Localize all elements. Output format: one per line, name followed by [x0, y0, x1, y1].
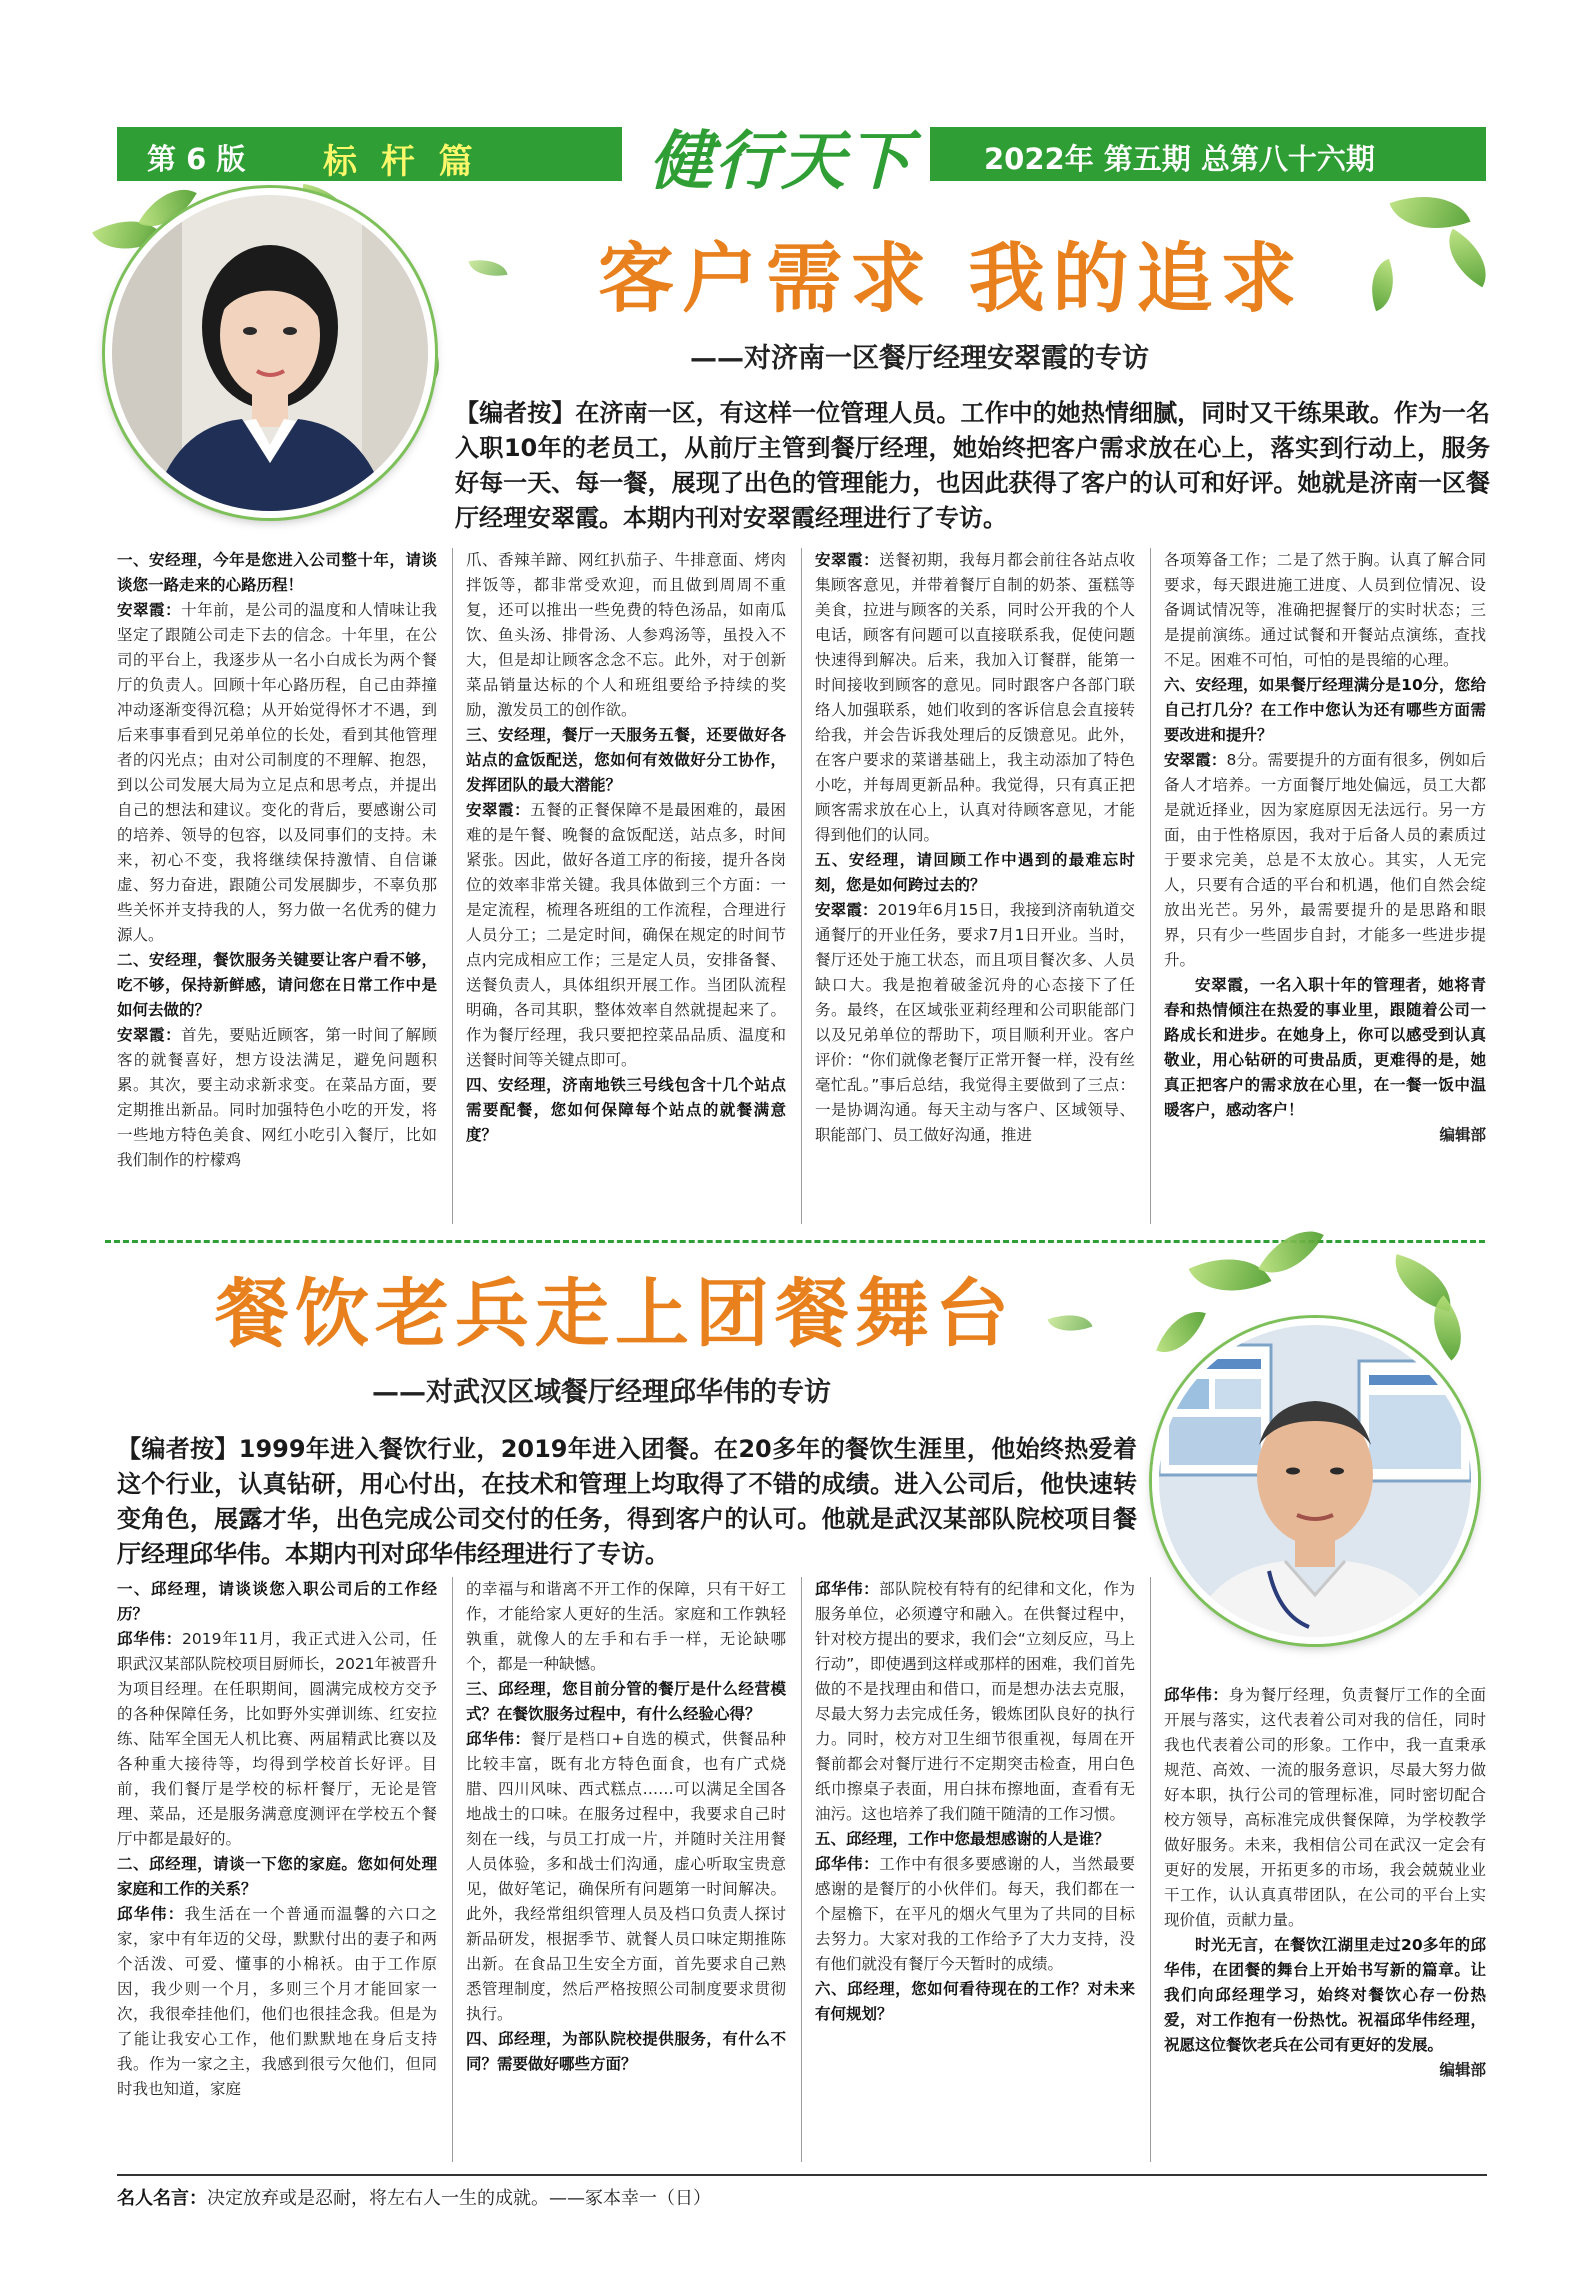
column-divider	[801, 1577, 802, 2162]
answer-text: 十年前，是公司的温度和人情味让我坚定了跟随公司走下去的信念。十年里，在公司的平台上，我逐步从一名小白成长为两个餐厅的负责人。回顾十年心路历程，自己由莽撞冲动逐渐变得沉稳；从开始觉得怀才不遇，到后来事事看到兄弟单位的长处，看到其他管理者的闪光点；由对公司制度的不理解、抱怨，到以公司发展大局为立足点和思考点，并提出自己的想法和建议。变化的背后，要感谢公司的培养、领导的包容，以及同事们的支持。未来，初心不变，我将继续保持激情、自信谦虚、努力奋进，跟随公司发展脚步，不辜负那些关怀并支持我的人，努力做一名优秀的健力源人。	[117, 601, 437, 944]
edition-label: 第 6 版	[147, 142, 246, 176]
interview-answer	[117, 1627, 437, 1852]
leaf-decoration	[1047, 1306, 1092, 1340]
footer-quote	[117, 2184, 711, 2210]
speaker-label: 安翠霞：	[815, 901, 878, 919]
closing-paragraph: 时光无言，在餐饮江湖里走过20多年的邱华伟，在团餐的舞台上开始书写新的篇章。让我们向邱经理学习，始终对餐饮心存一份热爱，对工作抱有一份热忱。祝福邱华伟经理，祝愿这位餐饮老兵在公司有更好的发展。	[1164, 1936, 1486, 2054]
answer-text: 我生活在一个普通而温馨的六口之家，家中有年迈的父母，默默付出的妻子和两个活泼、可爱、懂事的小棉袄。由于工作原因，我少则一个月，多则三个月才能回家一次，我很牵挂他们，他们也很挂念我。但是为了能让我安心工作，他们默默地在身后支持我。作为一家之主，我感到很亏欠他们，但同时我也知道，家庭	[117, 1905, 437, 2098]
speaker-label: 邱华伟：	[815, 1855, 880, 1873]
speaker-label: 安翠霞：	[117, 601, 182, 619]
speaker-label: 邱华伟：	[815, 1580, 880, 1598]
interview-answer	[815, 898, 1135, 1148]
column-divider	[801, 548, 802, 1224]
portrait-an-cuixia	[105, 188, 435, 518]
article2-column-2	[466, 1577, 786, 2167]
answer-text: 送餐初期，我每月都会前往各站点收集顾客意见，并带着餐厅自制的奶茶、蛋糕等美食，拉进与顾客的关系，同时公开我的个人电话，顾客有问题可以直接联系我，促使问题快速得到解决。后来，我加入订餐群，能第一时间接收到顾客的意见。同时跟客户各部门联络人加强联系，她们收到的客诉信息会直接转给我，并会告诉我处理后的反馈意见。此外，在客户要求的菜谱基础上，我主动添加了特色小吃，并每周更新品种。我觉得，只有真正把顾客需求放在心上，认真对待顾客意见，才能得到他们的认同。	[815, 551, 1135, 844]
continued-paragraph: 各项筹备工作；二是了然于胸。认真了解合同要求，每天跟进施工进度、人员到位情况、设备调试情况等，准确把握餐厅的实时状态；三是提前演练。通过试餐和开餐站点演练，查找不足。困难不可怕，可怕的是畏缩的心理。	[1164, 551, 1486, 669]
interview-answer	[815, 548, 1135, 848]
article1-column-4	[1164, 548, 1486, 1228]
article2-column-4	[1164, 1683, 1486, 2167]
header-left-band	[117, 127, 622, 181]
interview-question: 一、安经理，今年是您进入公司整十年，请谈谈您一路走来的心路历程！	[117, 551, 437, 594]
interview-question: 五、安经理，请回顾工作中遇到的最难忘时刻，您是如何跨过去的？	[815, 851, 1135, 894]
speaker-label: 安翠霞：	[1164, 751, 1227, 769]
masthead-title: 健行天下	[649, 124, 913, 199]
issue-label: 2022年 第五期 总第八十六期	[930, 127, 1486, 181]
interview-answer	[1164, 748, 1486, 973]
article1-column-2	[466, 548, 786, 1228]
leaf-decoration	[469, 255, 508, 281]
leaf-decoration	[1156, 1302, 1206, 1362]
speaker-label: 邱华伟：	[117, 1630, 183, 1648]
article2-title: 餐饮老兵走上团餐舞台	[215, 1271, 1015, 1357]
answer-text: 部队院校有特有的纪律和文化，作为服务单位，必须遵守和融入。在供餐过程中，针对校方提出的要求，我们会“立刻反应，马上行动”，即使遇到这样或那样的困难，我们首先做的不是找理由和借口，而是想办法去克服，尽最大努力去完成任务，锻炼团队良好的执行力。同时，校方对卫生细节很重视，每周在开餐前都会对餐厅进行不定期突击检查，用白色纸巾擦桌子表面，用白抹布擦地面，查看有无油污。这也培养了我们随干随清的工作习惯。	[815, 1580, 1135, 1823]
answer-text: 2019年6月15日，我接到济南轨道交通餐厅的开业任务，要求7月1日开业。当时，餐厅还处于施工状态，而且项目餐次多、人员缺口大。我是抱着破釜沉舟的心态接下了任务。最终，在区域张亚莉经理和公司职能部门以及兄弟单位的帮助下，项目顺利开业。客户评价：“你们就像老餐厅正常开餐一样，没有丝毫忙乱。”事后总结，我觉得主要做到了三点：一是协调沟通。每天主动与客户、区域领导、职能部门、员工做好沟通，推进	[815, 901, 1135, 1144]
column-divider	[1150, 1577, 1151, 2162]
leaf-decoration	[1189, 1239, 1272, 1310]
editor-signature: 编辑部	[1439, 1126, 1486, 1144]
interview-question: 六、安经理，如果餐厅经理满分是10分，您给自己打几分？在工作中您认为还有哪些方面需要改进和提升？	[1164, 676, 1486, 744]
interview-question: 三、邱经理，您目前分管的餐厅是什么经营模式？在餐饮服务过程中，有什么经验心得？	[466, 1680, 786, 1723]
portrait-an-cuixia-illustration	[112, 195, 428, 511]
footer-quote-text: 决定放弃或是忍耐，将左右人一生的成就。——冢本幸一（日）	[207, 2188, 711, 2209]
interview-answer	[117, 1023, 437, 1173]
interview-question: 二、安经理，餐饮服务关键要让客户看不够，吃不够，保持新鲜感，请问您在日常工作中是如何去做的？	[117, 951, 437, 1019]
portrait-qiu-huawei-illustration	[1159, 1325, 1471, 1637]
article1-column-3	[815, 548, 1135, 1228]
interview-answer	[815, 1577, 1135, 1827]
article1-column-1	[117, 548, 437, 1228]
section-label: 标 杆 篇	[323, 142, 479, 182]
continued-paragraph: 爪、香辣羊蹄、网红扒茄子、牛排意面、烤肉拌饭等，都非常受欢迎，而且做到周周不重复，还可以推出一些免费的特色汤品，如南瓜饮、鱼头汤、排骨汤、人参鸡汤等，虽投入不大，但是却让顾客念念不忘。此外，对于创新菜品销量达标的个人和班组要给予持续的奖励，激发员工的创作欲。	[466, 551, 786, 719]
section-divider	[105, 1240, 1485, 1243]
speaker-label: 安翠霞：	[815, 551, 880, 569]
footer-rule	[117, 2174, 1487, 2176]
interview-answer	[1164, 1683, 1486, 1933]
leaf-decoration	[1416, 1295, 1479, 1360]
interview-question: 四、安经理，济南地铁三号线包含十几个站点需要配餐，您如何保障每个站点的就餐满意度？	[466, 1076, 786, 1144]
speaker-label: 安翠霞：	[466, 801, 531, 819]
speaker-label: 邱华伟：	[1164, 1686, 1229, 1704]
answer-text: 工作中有很多要感谢的人，当然最要感谢的是餐厅的小伙伴们。每天，我们都在一个屋檐下，在平凡的烟火气里为了共同的目标去努力。大家对我的工作给予了大力支持，没有他们就没有餐厅今天暂时的成绩。	[815, 1855, 1135, 1973]
answer-text: 身为餐厅经理，负责餐厅工作的全面开展与落实，这代表着公司对我的信任，同时我也代表着公司的形象。工作中，我一直秉承规范、高效、一流的服务意识，尽最大努力做好本职，执行公司的管理标准，同时密切配合校方领导，高标准完成供餐保障，为学校教学做好服务。未来，我相信公司在武汉一定会有更好的发展，开拓更多的市场，我会兢兢业业干工作，认认真真带团队，在公司的平台上实现价值，贡献力量。	[1164, 1686, 1486, 1929]
interview-question: 三、安经理，餐厅一天服务五餐，还要做好各站点的盒饭配送，您如何有效做好分工协作，发挥团队的最大潜能？	[466, 726, 786, 794]
article1-editor-note: 【编者按】在济南一区，有这样一位管理人员。工作中的她热情细腻，同时又干练果敢。作为一名入职10年的老员工，从前厅主管到餐厅经理，她始终把客户需求放在心上，落实到行动上，服务好每一天、每一餐，展现了出色的管理能力，也因此获得了客户的认可和好评。她就是济南一区餐厅经理安翠霞。本期内刊对安翠霞经理进行了专访。	[455, 399, 1490, 532]
interview-question: 二、邱经理，请谈一下您的家庭。您如何处理家庭和工作的关系？	[117, 1855, 437, 1898]
interview-answer	[466, 798, 786, 1073]
column-divider	[452, 1577, 453, 2162]
answer-text: 8分。需要提升的方面有很多，例如后备人才培养。一方面餐厅地处偏远，员工大都是就近择业，因为家庭原因无法远行。另一方面，由于性格原因，我对于后备人员的素质过于要求完美，总是不太放心。其实，人无完人，只要有合适的平台和机遇，他们自然会绽放出光芒。另外，最需要提升的是思路和眼界，只有少一些固步自封，才能多一些进步提升。	[1164, 751, 1486, 969]
leaf-decoration	[1361, 259, 1405, 312]
speaker-label: 邱华伟：	[466, 1730, 531, 1748]
article1-subtitle: ——对济南一区餐厅经理安翠霞的专访	[690, 343, 1149, 374]
article2-subtitle: ——对武汉区域餐厅经理邱华伟的专访	[372, 1377, 831, 1408]
portrait-qiu-huawei	[1152, 1318, 1478, 1644]
footer-quote-label: 名人名言：	[117, 2188, 207, 2209]
interview-answer	[815, 1852, 1135, 1977]
speaker-label: 邱华伟：	[117, 1905, 185, 1923]
interview-answer	[117, 1902, 437, 2102]
interview-question: 六、邱经理，您如何看待现在的工作？对未来有何规划？	[815, 1980, 1135, 2023]
answer-text: 首先，要贴近顾客，第一时间了解顾客的就餐喜好，想方设法满足，避免问题积累。其次，要主动求新求变。在菜品方面，要定期推出新品。同时加强特色小吃的开发，将一些地方特色美食、网红小吃引入餐厅，比如我们制作的柠檬鸡	[117, 1026, 437, 1169]
interview-question: 五、邱经理，工作中您最想感谢的人是谁？	[815, 1830, 1110, 1848]
answer-text: 2019年11月，我正式进入公司，任职武汉某部队院校项目厨师长，2021年被晋升为项目经理。在任职期间，圆满完成校方交予的各种保障任务，比如野外实弹训练、红安拉练、陆军全国无人机比赛、两届精武比赛以及各种重大接待等，均得到学校首长好评。目前，我们餐厅是学校的标杆餐厅，无论是管理、菜品，还是服务满意度测评在学校五个餐厅中都是最好的。	[117, 1630, 437, 1848]
continued-paragraph: 的幸福与和谐离不开工作的保障，只有干好工作，才能给家人更好的生活。家庭和工作孰轻孰重，就像人的左手和右手一样，无论缺哪个，都是一种缺憾。	[466, 1580, 786, 1673]
column-divider	[452, 548, 453, 1224]
article2-column-1	[117, 1577, 437, 2167]
editor-signature: 编辑部	[1439, 2061, 1486, 2079]
answer-text: 五餐的正餐保障不是最困难的，最困难的是午餐、晚餐的盒饭配送，站点多，时间紧张。因此，做好各道工序的衔接，提升各岗位的效率非常关键。我具体做到三个方面：一是定流程，梳理各班组的工作流程，合理进行人员分工；二是定时间，确保在规定的时间节点内完成相应工作；三是定人员，安排备餐、送餐负责人，具体组织开展工作。当团队流程明确，各司其职，整体效率自然就提起来了。作为餐厅经理，我只要把控菜品品质、温度和送餐时间等关键点即可。	[466, 801, 786, 1069]
interview-answer	[117, 598, 437, 948]
interview-question: 一、邱经理，请谈谈您入职公司后的工作经历？	[117, 1580, 437, 1623]
article2-column-3	[815, 1577, 1135, 2167]
article2-editor-note: 【编者按】1999年进入餐饮行业，2019年进入团餐。在20多年的餐饮生涯里，他始终热爱着这个行业，认真钻研，用心付出，在技术和管理上均取得了不错的成绩。进入公司后，他快速转变角色，展露才华，出色完成公司交付的任务，得到客户的认可。他就是武汉某部队院校项目餐厅经理邱华伟。本期内刊对邱华伟经理进行了专访。	[117, 1435, 1137, 1568]
leaf-decoration	[1435, 229, 1501, 288]
answer-text: 餐厅是档口+自选的模式，供餐品种比较丰富，既有北方特色面食，也有广式烧腊、四川风味、西式糕点……可以满足全国各地战士的口味。在服务过程中，我要求自己时刻在一线，与员工打成一片，并随时关注用餐人员体验，多和战士们沟通，虚心听取宝贵意见，做好笔记，确保所有问题第一时间解决。此外，我经常组织管理人员及档口负责人探讨新品研发，根据季节、就餐人员口味定期推陈出新。在食品卫生安全方面，首先要求自己熟悉管理制度，然后严格按照公司制度要求贯彻执行。	[466, 1730, 786, 2023]
interview-question: 四、邱经理，为部队院校提供服务，有什么不同？需要做好哪些方面？	[466, 2030, 786, 2073]
closing-paragraph: 安翠霞，一名入职十年的管理者，她将青春和热情倾注在热爱的事业里，跟随着公司一路成长和进步。在她身上，你可以感受到认真敬业，用心钻研的可贵品质，更难得的是，她真正把客户的需求放在心里，在一餐一饭中温暖客户，感动客户！	[1164, 976, 1486, 1119]
column-divider	[1150, 548, 1151, 1224]
interview-answer	[466, 1727, 786, 2027]
speaker-label: 安翠霞：	[117, 1026, 182, 1044]
article1-title: 客户需求 我的追求	[598, 234, 1305, 323]
